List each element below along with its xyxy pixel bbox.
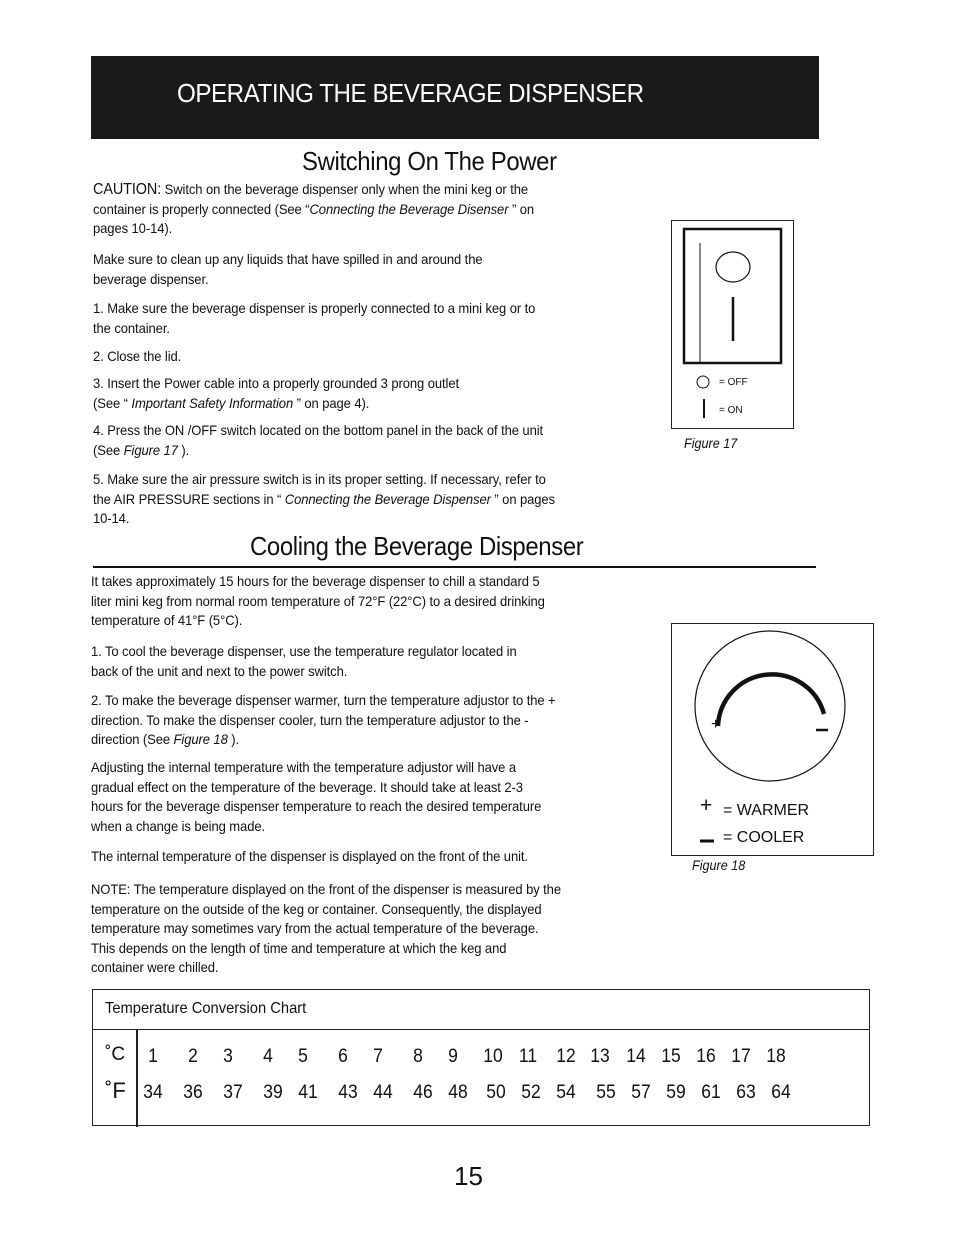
- section-divider: [93, 566, 816, 568]
- celsius-label: ˚C: [105, 1044, 126, 1065]
- step3-end: ” on page 4).: [293, 394, 370, 411]
- cooler-label: = COOLER: [723, 829, 805, 846]
- fahrenheit-value: 52: [521, 1082, 541, 1103]
- adjust-paragraph: Adjusting the internal temperature with the temperature adjustor will have a gradual effect on the temperature of the beverage. It should take at least 2-3 hours for the beverage dispenser temperature to reach the desired temperature when a change is being made.: [91, 759, 542, 834]
- temperature-dial-illustration: [672, 624, 873, 855]
- warmer-plus-icon: +: [700, 794, 713, 817]
- celsius-value: 8: [413, 1046, 423, 1067]
- fahrenheit-value: 61: [701, 1082, 721, 1103]
- figure-18-caption: Figure 18: [692, 857, 746, 873]
- step5-end: ” on pages 10-14.: [93, 490, 556, 527]
- chart-column-divider: [136, 1030, 138, 1127]
- figure-18-dial: [671, 623, 874, 856]
- figure-17-switch: [671, 220, 794, 429]
- celsius-value: 12: [556, 1046, 576, 1067]
- celsius-value: 3: [223, 1046, 233, 1067]
- page-title: OPERATING THE BEVERAGE DISPENSER: [177, 78, 644, 108]
- section-heading-cooling: Cooling the Beverage Dispenser: [250, 531, 584, 561]
- celsius-value: 6: [338, 1046, 348, 1067]
- step4-ref: Figure 17: [120, 441, 178, 458]
- celsius-value: 4: [263, 1046, 273, 1067]
- caution-label: CAUTION:: [93, 181, 162, 198]
- celsius-value: 10: [483, 1046, 503, 1067]
- conversion-title: Temperature Conversion Chart: [105, 1000, 307, 1017]
- celsius-value: 14: [626, 1046, 646, 1067]
- fahrenheit-value: 43: [338, 1082, 358, 1103]
- celsius-value: 5: [298, 1046, 308, 1067]
- fahrenheit-value: 41: [298, 1082, 318, 1103]
- caution-paragraph: [93, 180, 539, 239]
- step3-text: 3. Insert the Power cable into a properly grounded 3 prong outlet (See “: [93, 375, 459, 411]
- caution-text: Switch on the beverage dispenser only when the mini keg or the container is properly connected (See “: [93, 181, 529, 217]
- cooling-intro: It takes approximately 15 hours for the beverage dispenser to chill a standard 5 liter mini keg from normal room temperature of 72°F (22°C) to a desired drinking temperature of 41°F (5°C).: [91, 573, 545, 629]
- power-step-1: 1. Make sure the beverage dispenser is properly connected to a mini keg or to the container.: [93, 300, 536, 336]
- celsius-value: 11: [518, 1046, 538, 1067]
- step4-text: 4. Press the ON /OFF switch located on the bottom panel in the back of the unit (See: [93, 422, 544, 458]
- fahrenheit-value: 57: [631, 1082, 651, 1103]
- figure-17-caption: Figure 17: [684, 435, 738, 451]
- page-number: 15: [454, 1161, 483, 1191]
- celsius-value: 15: [661, 1046, 681, 1067]
- fahrenheit-value: 59: [666, 1082, 686, 1103]
- warmer-label: = WARMER: [723, 802, 810, 819]
- celsius-value: 9: [448, 1046, 458, 1067]
- fahrenheit-value: 48: [448, 1082, 468, 1103]
- caution-end: ” on pages 10-14).: [93, 200, 535, 237]
- power-step-5: [93, 470, 558, 529]
- fahrenheit-value: 54: [556, 1082, 576, 1103]
- display-paragraph: The internal temperature of the dispenser is displayed on the front of the unit.: [91, 848, 528, 864]
- celsius-value: 7: [373, 1046, 383, 1067]
- dial-arc: [718, 674, 824, 726]
- cooling-step2-end: ).: [227, 731, 240, 748]
- note-paragraph: NOTE: The temperature displayed on the front of the dispenser is measured by the temperature on the outside of the keg or container. Consequently, the displayed temperature may sometimes vary from the actual temperature of the beverage. This depends on the length of time and temperature at which the keg and container were chilled.: [91, 881, 561, 976]
- off-circle-icon: [716, 252, 750, 282]
- celsius-value: 13: [590, 1046, 610, 1067]
- fahrenheit-value: 50: [486, 1082, 506, 1103]
- power-step-3: [93, 374, 484, 413]
- off-label: = OFF: [719, 377, 748, 388]
- dial-plus-icon: +: [711, 716, 721, 733]
- celsius-value: 1: [148, 1046, 158, 1067]
- celsius-value: 2: [188, 1046, 198, 1067]
- fahrenheit-value: 34: [143, 1082, 163, 1103]
- fahrenheit-value: 64: [771, 1082, 791, 1103]
- spill-paragraph: Make sure to clean up any liquids that have spilled in and around the beverage dispenser.: [93, 251, 483, 287]
- step5-ref: Connecting the Beverage Dispenser: [281, 490, 491, 507]
- fahrenheit-value: 46: [413, 1082, 433, 1103]
- section-heading-power: Switching On The Power: [302, 146, 557, 176]
- fahrenheit-label: ˚F: [105, 1078, 126, 1103]
- celsius-value: 17: [731, 1046, 751, 1067]
- cooling-step2-text: 2. To make the beverage dispenser warmer, turn the temperature adjustor to the + direction. To make the dispenser cooler, turn the temperature adjustor to the - direction (See: [91, 692, 556, 748]
- fahrenheit-value: 63: [736, 1082, 756, 1103]
- off-symbol-icon: [697, 376, 709, 388]
- celsius-value: 18: [766, 1046, 786, 1067]
- power-step-2: 2. Close the lid.: [93, 348, 182, 364]
- chart-divider: [93, 1029, 869, 1030]
- cooling-step-1: 1. To cool the beverage dispenser, use the temperature regulator located in back of the unit and next to the power switch.: [91, 643, 517, 679]
- step3-ref: Important Safety Information: [127, 394, 294, 411]
- cooling-step2-ref: Figure 18: [170, 731, 228, 748]
- step4-end: ).: [177, 441, 190, 458]
- power-step-4: [93, 421, 549, 460]
- fahrenheit-value: 37: [223, 1082, 243, 1103]
- fahrenheit-value: 55: [596, 1082, 616, 1103]
- caution-ref: Connecting the Beverage Disenser: [309, 200, 509, 217]
- power-switch-illustration: [672, 221, 793, 428]
- step5-text: 5. Make sure the air pressure switch is in its proper setting. If necessary, refer to the AIR PRESSURE sections in “: [93, 471, 546, 507]
- cooling-step-2: [91, 691, 561, 750]
- on-label: = ON: [719, 405, 743, 416]
- celsius-value: 16: [696, 1046, 716, 1067]
- conversion-chart: [92, 989, 870, 1126]
- fahrenheit-value: 39: [263, 1082, 283, 1103]
- fahrenheit-value: 36: [183, 1082, 203, 1103]
- fahrenheit-value: 44: [373, 1082, 393, 1103]
